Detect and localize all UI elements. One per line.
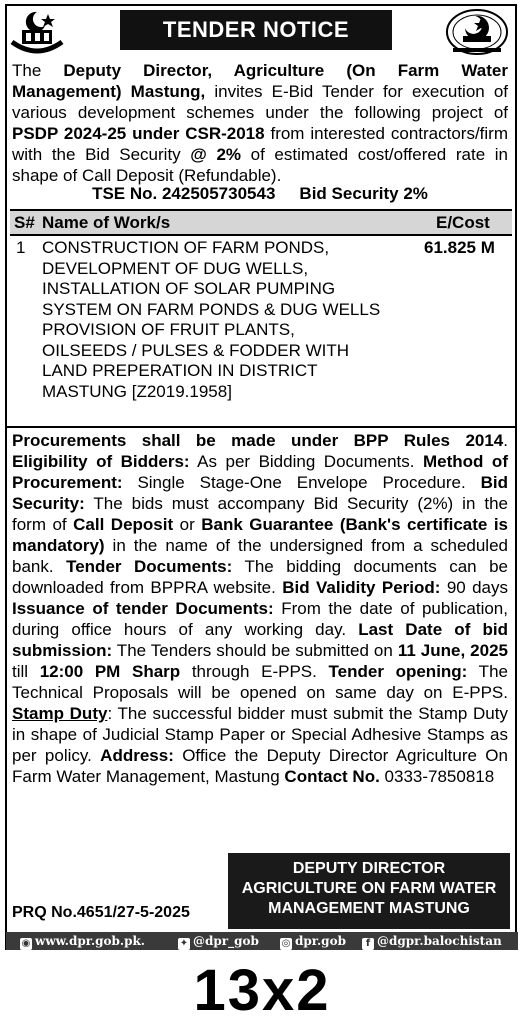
- footer-bar: [6, 932, 518, 950]
- terms-paragraph: Procurements shall be made under BPP Rules 2014. Eligibility of Bidders: As per Bidding Documents. Method of Procurement: Single Stage-One Envelope Procedure. Bid Security: The bids must accompany Bid Security (2%) in the form of Call Deposit or Bank Guarantee (Bank's certificate is mandatory) in the name of the undersigned from a scheduled bank. Tender Documents: The bidding documents can be downloaded from BPPRA website. Bid Validity Period: 90 days Issuance of tender Documents: From the date of publication, during office hours of any working day. Last Date of bid submission: The Tenders should be submitted on 11 June, 2025 till 12:00 PM Sharp through E-PPS. Tender opening: The Technical Proposals will be opened on same day on E-PPS. Stamp Duty: The successful bidder must submit the Stamp Duty in shape of Judicial Stamp Paper or Special Adhesive Stamps as per policy. Address: Office the Deputy Director Agriculture On Farm Water Management, Mastung Contact No. 0333-7850818: [12, 431, 509, 786]
- row-sno: 1: [16, 238, 26, 257]
- table-row: [10, 236, 512, 426]
- header-sno: S#: [14, 213, 35, 232]
- signature-line-1: DEPUTY DIRECTOR: [292, 860, 446, 877]
- footer-web[interactable]: ◉ www.dpr.gob.pk.: [21, 934, 145, 949]
- row-cost: 61.825 M: [424, 238, 495, 257]
- prq-number: PRQ No.4651/27-5-2025: [12, 904, 190, 921]
- signature-line-2: AGRICULTURE ON FARM WATER: [241, 880, 497, 897]
- row-work: CONSTRUCTION OF FARM PONDS, DEVELOPMENT OF DUG WELLS, INSTALLATION OF SOLAR PUMPING SYSTEM ON FARM PONDS & DUG WELLS PROVISION OF FRUIT PLANTS, OILSEEDS / PULSES & FODDER WITH LAND PREPERATION IN DISTRICT MASTUNG [Z2019.1958]: [42, 238, 381, 401]
- signature-line-3: MANAGEMENT MASTUNG: [268, 900, 470, 917]
- bid-security: Bid Security 2%: [299, 184, 428, 203]
- tse-line: [12, 184, 508, 204]
- header-cost: E/Cost: [436, 213, 490, 232]
- signature-block: [228, 853, 510, 929]
- instagram-icon: ◎: [281, 938, 291, 949]
- table-header: [10, 209, 512, 236]
- header-name: Name of Work/s: [42, 213, 171, 232]
- twitter-icon: ✦: [179, 938, 189, 949]
- tse-number: TSE No. 242505730543: [92, 184, 276, 203]
- footer-twitter[interactable]: ✦ @dpr_gob: [179, 934, 259, 949]
- intro-paragraph: The Deputy Director, Agriculture (On Farm Water Management) Mastung, invites E-Bid Tender for execution of various development schemes under the following project of PSDP 2024-25 under CSR-2018 from interested contractors/firm with the Bid Security @ 2% of estimated cost/offered rate in shape of Call Deposit (Refundable).: [12, 61, 509, 185]
- footer-instagram[interactable]: ◎ dpr.gob: [281, 934, 346, 949]
- ad-size-code: 13x2: [193, 958, 331, 1023]
- globe-icon: ◉: [21, 938, 31, 949]
- government-emblem-icon: [8, 8, 66, 58]
- notice-title: TENDER NOTICE: [120, 10, 392, 50]
- department-seal-icon: [443, 8, 511, 58]
- divider: [6, 426, 516, 428]
- facebook-icon: f: [362, 938, 374, 950]
- footer-facebook[interactable]: f @dgpr.balochistan: [362, 932, 502, 950]
